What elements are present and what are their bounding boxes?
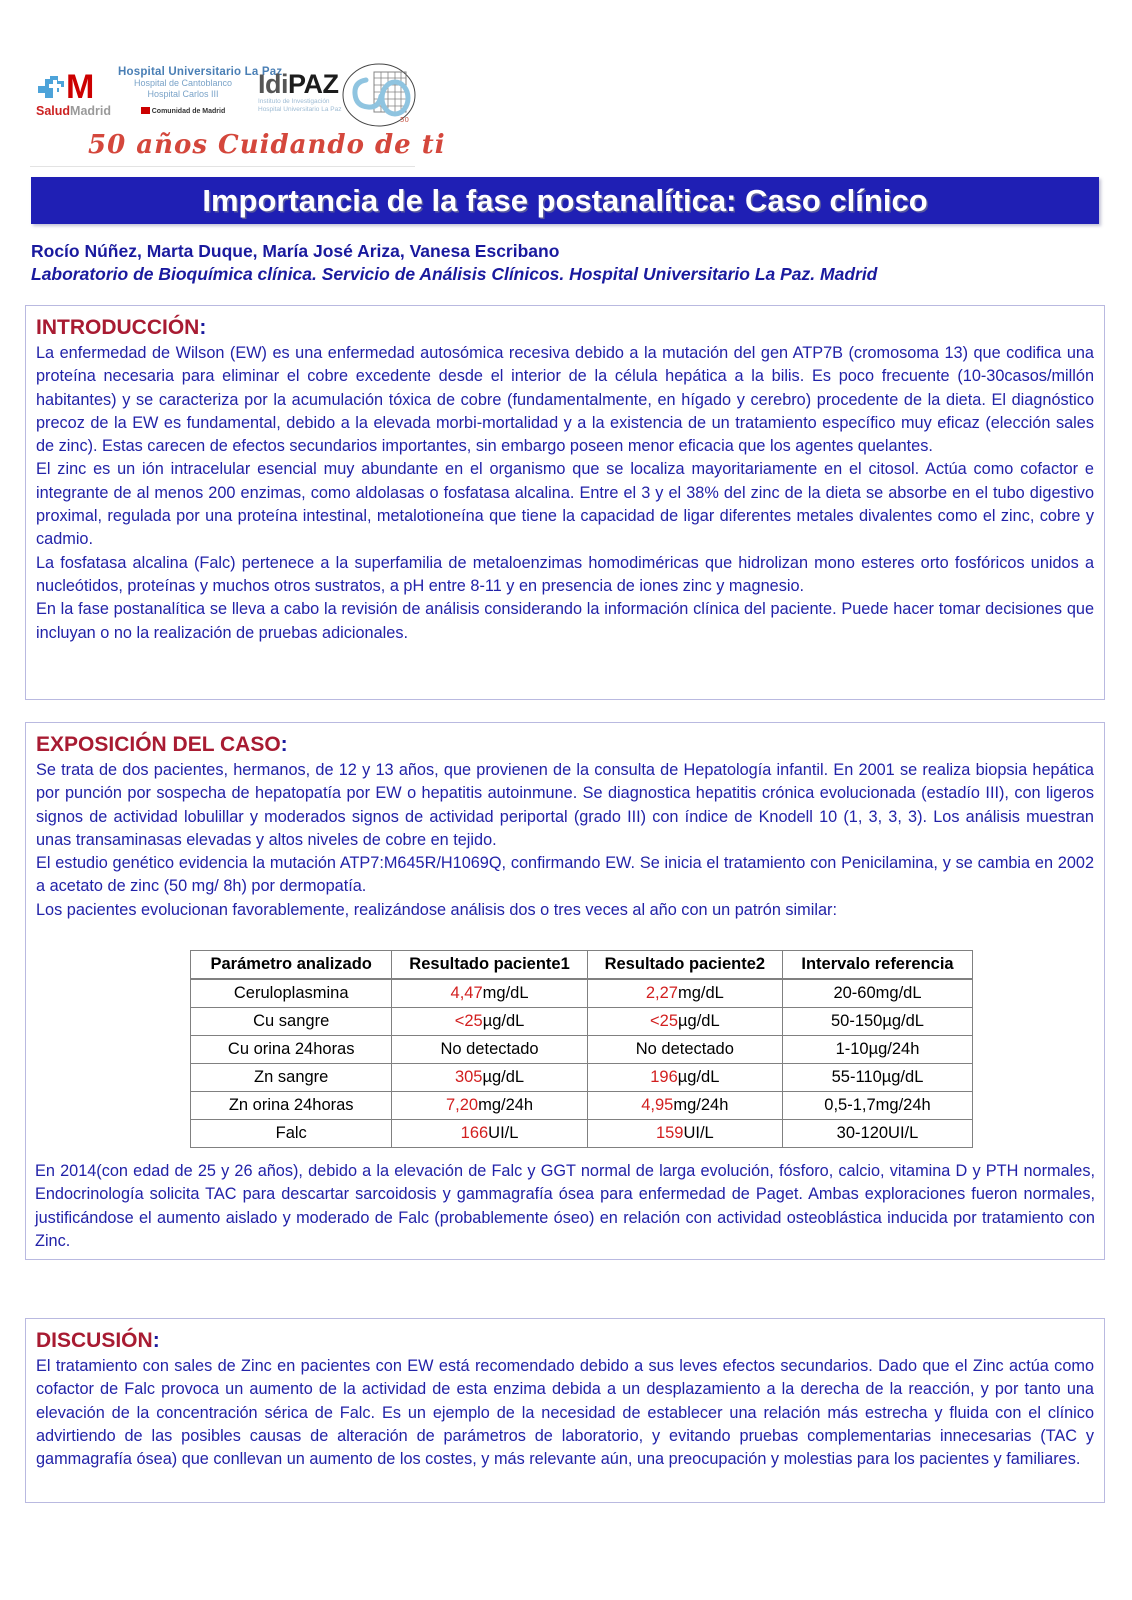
result-value: 2,27: [645, 984, 678, 1002]
cell-patient-1: [392, 1064, 587, 1092]
cell-reference-interval: 20-60mg/dL: [782, 979, 972, 1008]
discusion-heading-colon: :: [152, 1329, 160, 1352]
cell-reference-interval: 50-150µg/dL: [782, 1008, 972, 1036]
section-introduccion: [25, 305, 1105, 700]
cell-parameter: Zn orina 24horas: [191, 1092, 392, 1120]
hospital-line-3: Hospital Carlos III: [147, 89, 219, 99]
comunidad-flag-icon: [141, 107, 150, 114]
exposicion-paragraph-4-container: [35, 1160, 1095, 1253]
result-unit: mg/dL: [677, 984, 724, 1002]
author-names: Rocío Núñez, Marta Duque, María José Ariza, Vanesa Escribano: [31, 241, 560, 261]
results-table-body: [191, 979, 973, 1148]
hospital-line-1: Hospital Universitario La Paz: [118, 66, 283, 78]
discusion-paragraph-1: El tratamiento con sales de Zinc en pacientes con EW está recomendado debido a sus leves efectos secundarios. Dado que el Zinc actúa como cofactor de Falc provoca un aumento de la actividad de esta enzima debida a un desplazamiento a la derecha de la reacción, y por tanto una elevación de la concentración sérica de Falc. Es un ejemplo de la necesidad de establecer una relación más estrecha y fluida con el clínico advirtiendo de las posibles causas de alteración de parámetros de laboratorio, y evitando pruebas complementarias innecesarias (TAC y gammagrafía ósea) que conllevan un aumento de los costes, y más relevante aún, una preocupación y molestias para los pacientes y familiares.: [36, 1357, 1094, 1469]
cell-reference-interval: 0,5-1,7mg/24h: [782, 1092, 972, 1120]
salud-madrid-wordmark: [36, 105, 111, 118]
introduccion-paragraph-1: La enfermedad de Wilson (EW) es una enfermedad autosómica recesiva debido a la mutación del gen ATP7B (cromosoma 13) que codifica una proteína necesaria para eliminar el cobre excedente desde el interior de la célula hepática a la bilis. Es poco frecuente (10-30casos/millón habitantes) y se caracteriza por la acumulación tóxica de cobre (fundamentalmente, en hígado y cerebro) procedente de la dieta. El diagnóstico precoz de la EW es fundamental, debido a la elevada morbi-mortalidad y a la existencia de un tratamiento específico muy eficaz (elección sales de zinc). Estas carecen de efectos secundarios importantes, sin embargo poseen menor eficacia que los agentes quelantes.: [36, 344, 1094, 456]
salud-word: Salud: [36, 104, 71, 118]
result-value: No detectado: [635, 1040, 734, 1058]
cell-patient-2: [587, 1120, 782, 1148]
cell-patient-2: [587, 1064, 782, 1092]
cell-patient-1: [392, 1008, 587, 1036]
table-row: [191, 1064, 973, 1092]
section-discusion: [25, 1318, 1105, 1503]
result-value: 4,47: [450, 984, 483, 1002]
result-value: 159: [655, 1124, 684, 1142]
cell-reference-interval: 1-10µg/24h: [782, 1036, 972, 1064]
author-affiliation: Laboratorio de Bioquímica clínica. Servicio de Análisis Clínicos. Hospital Universitario La Paz. Madrid: [31, 264, 878, 284]
exposicion-paragraph-1: Se trata de dos pacientes, hermanos, de 12 y 13 años, que provienen de la consulta de Hepatología infantil. En 2001 se realiza biopsia hepática por punción por sospecha de hepatopatía por EW o hepatitis autoinmune. Se diagnostica hepatitis crónica evolucionada (estadío III), con ligeros signos de actividad lobulillar y moderados signos de actividad periportal (grado III) con índice de Knodell 10 (1, 3, 3, 3). Los análisis muestran unas transaminasas elevadas y altos niveles de cobre en tejido.: [36, 761, 1094, 849]
institutional-logo-band: [30, 62, 446, 167]
exposicion-heading-colon: :: [280, 733, 288, 756]
result-unit: mg/24h: [673, 1096, 729, 1114]
comunidad-madrid-mark: [141, 107, 226, 115]
cell-reference-interval: 55-110µg/dL: [782, 1064, 972, 1092]
anniversary-number-label: 50: [400, 116, 409, 124]
comunidad-label: Comunidad de Madrid: [151, 108, 226, 115]
introduccion-heading: [36, 314, 1094, 341]
results-table-head: [191, 951, 973, 980]
table-row: [191, 1036, 973, 1064]
result-unit: mg/dL: [482, 984, 529, 1002]
result-value: 166: [460, 1124, 489, 1142]
table-row: [191, 1092, 973, 1120]
logo-row: [30, 62, 415, 132]
discusion-heading-text: DISCUSIÓN: [36, 1329, 153, 1352]
result-value: 196: [650, 1068, 678, 1086]
introduccion-paragraph-2: El zinc es un ión intracelular esencial muy abundante en el organismo que se localiza mayoritariamente en el citosol. Actúa como cofactor e integrante de al menos 200 enzimas, como aldolasas o fosfatasa alcalina. Entre el 3 y el 38% del zinc de la dieta se absorbe en el tubo digestivo proximal, regulada por una proteína intestinal, metalotioneína que tiene la capacidad de ligar diferentes metales divalentes como el zinc, cobre y cadmio.: [36, 460, 1094, 549]
introduccion-heading-colon: :: [199, 316, 207, 339]
madrid-m-mark: M: [66, 68, 94, 106]
page-title: Importancia de la fase postanalítica: Caso clínico: [202, 182, 928, 218]
idipaz-paz: PAZ: [288, 69, 339, 99]
discusion-heading: [36, 1327, 1094, 1354]
cell-patient-1: [392, 1036, 587, 1064]
anniversary-50-emblem-icon: [340, 62, 418, 132]
idipaz-idi: Idi: [258, 69, 288, 99]
cell-parameter: Ceruloplasmina: [191, 979, 392, 1008]
authors-block: [31, 240, 1099, 286]
col-header-patient-2: Resultado paciente2: [587, 951, 782, 980]
exposicion-paragraph-4: En 2014(con edad de 25 y 26 años), debido a la elevación de Falc y GGT normal de larga evolución, fósforo, calcio, vitamina D y PTH normales, Endocrinología solicita TAC para descartar sarcoidosis y gammagrafía ósea para enfermedad de Paget. Ambas exploraciones fueron normales, justificándose el aumento aislado y moderado de Falc (probablemente óseo) en relación con actividad osteoblástica inducida por tratamiento con Zinc.: [35, 1162, 1095, 1250]
logo-band-divider: [30, 166, 415, 167]
table-row: [191, 1120, 973, 1148]
results-table: [190, 950, 973, 1148]
result-value: No detectado: [440, 1040, 539, 1058]
exposicion-paragraph-2: El estudio genético evidencia la mutación ATP7:M645R/H1069Q, confirmando EW. Se inicia el tratamiento con Penicilamina, y se cambia en 2002 a acetato de zinc (50 mg/ 8h) por dermopatía.: [36, 854, 1094, 896]
cell-patient-2: [587, 1036, 782, 1064]
result-value: 305: [454, 1068, 483, 1086]
table-row: [191, 979, 973, 1008]
introduccion-paragraph-4: En la fase postanalítica se lleva a cabo la revisión de análisis considerando la información clínica del paciente. Puede hacer tomar decisiones que incluyan o no la realización de pruebas adicionales.: [36, 600, 1094, 642]
cell-patient-2: [587, 1092, 782, 1120]
cell-patient-2: [587, 979, 782, 1008]
cell-parameter: Cu orina 24horas: [191, 1036, 392, 1064]
result-value: 4,95: [641, 1096, 674, 1114]
result-unit: µg/dL: [678, 1012, 720, 1030]
idipaz-subtitle-2: Hospital Universitario La Paz: [258, 106, 342, 113]
table-row: [191, 1008, 973, 1036]
hospital-line-2: Hospital de Cantoblanco: [133, 78, 233, 88]
col-header-patient-1: Resultado paciente1: [392, 951, 587, 980]
madrid-word: Madrid: [70, 104, 112, 118]
result-value: 7,20: [445, 1096, 479, 1114]
result-value: <25: [650, 1012, 679, 1030]
anniversary-slogan: 50 años Cuidando de ti: [88, 130, 446, 160]
results-table-header-row: [191, 951, 973, 980]
result-unit: µg/dL: [482, 1068, 525, 1086]
result-unit: µg/dL: [482, 1012, 525, 1030]
exposicion-heading: [36, 731, 1094, 758]
cell-reference-interval: 30-120UI/L: [782, 1120, 972, 1148]
cell-patient-1: [392, 979, 587, 1008]
col-header-parameter: Parámetro analizado: [191, 951, 392, 980]
cell-parameter: Falc: [191, 1120, 392, 1148]
cell-patient-1: [392, 1120, 587, 1148]
results-table-container: [190, 950, 973, 1148]
cell-parameter: Zn sangre: [191, 1064, 392, 1092]
result-unit: µg/dL: [677, 1068, 720, 1086]
cell-patient-2: [587, 1008, 782, 1036]
cell-parameter: Cu sangre: [191, 1008, 392, 1036]
col-header-reference: Intervalo referencia: [782, 951, 972, 980]
introduccion-heading-text: INTRODUCCIÓN: [36, 316, 200, 339]
exposicion-heading-text: EXPOSICIÓN DEL CASO: [36, 733, 281, 756]
exposicion-paragraph-3: Los pacientes evolucionan favorablemente, realizándose análisis dos o tres veces al año con un patrón similar:: [36, 900, 837, 919]
introduccion-paragraph-3: La fosfatasa alcalina (Falc) pertenece a la superfamilia de metaloenzimas homodiméricas que hidrolizan mono esteres orto fosfóricos unidos a nucleótidos, proteínas y muchos otros sustratos, a pH entre 8-11 y en presencia de iones zinc y magnesio.: [36, 553, 1094, 595]
result-value: <25: [454, 1012, 483, 1030]
result-unit: UI/L: [683, 1124, 714, 1142]
result-unit: UI/L: [488, 1124, 519, 1142]
result-unit: mg/24h: [478, 1096, 534, 1114]
idipaz-subtitle-1: Instituto de Investigación: [258, 98, 330, 105]
cell-patient-1: [392, 1092, 587, 1120]
poster-title-bar: [31, 177, 1099, 224]
